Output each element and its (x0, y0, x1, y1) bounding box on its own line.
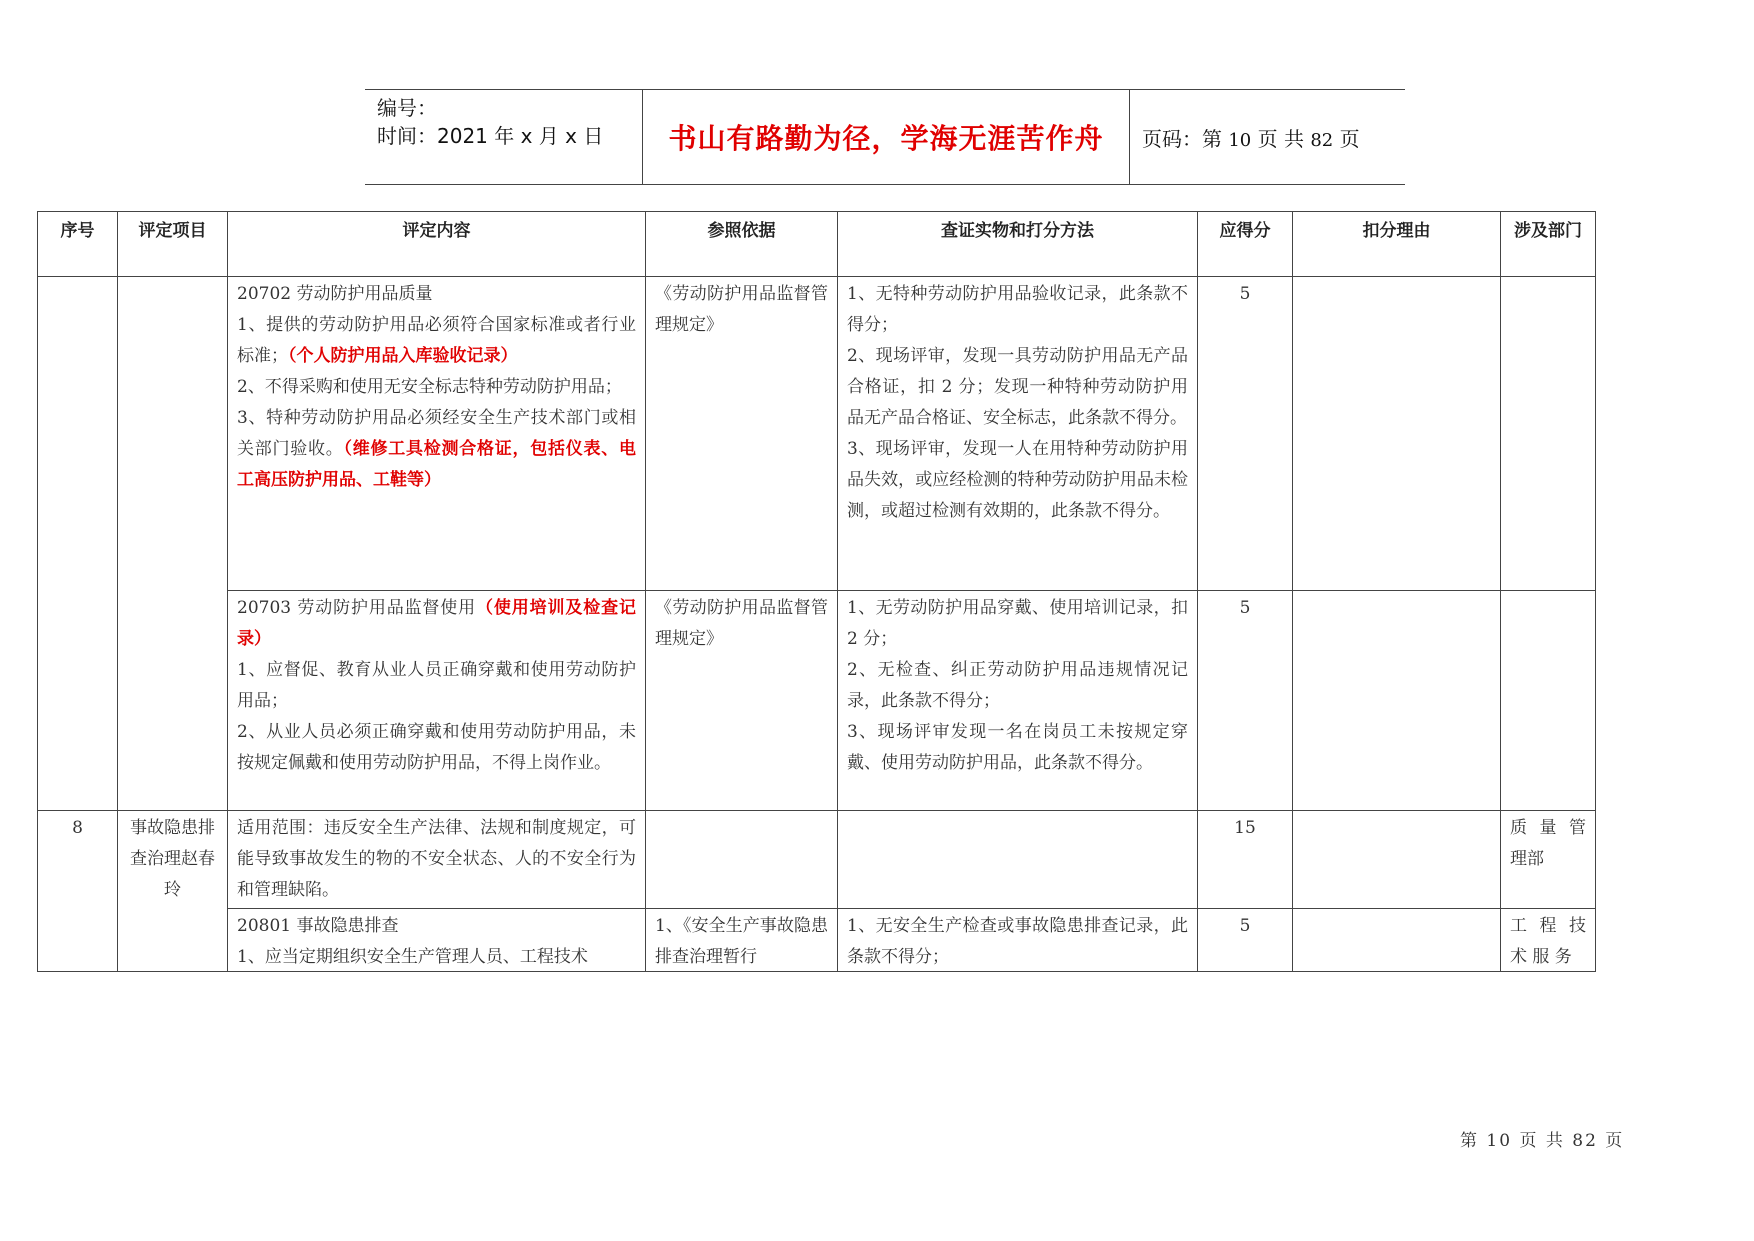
item-cell: 事故隐患排查治理赵春玲 (118, 811, 228, 972)
method-line: 1、无劳动防护用品穿戴、使用培训记录，扣 2 分； (847, 598, 1188, 649)
content-line: 20702 劳动防护用品质量 (237, 284, 433, 304)
score-cell: 5 (1198, 909, 1293, 972)
number-label: 编号： (377, 96, 437, 120)
red-note: （使用培训及检查记录） (237, 598, 637, 649)
table-row (38, 909, 1596, 972)
reason-cell (1293, 909, 1501, 972)
basis-cell: 《劳动防护用品监督管理规定》 (646, 277, 838, 591)
red-note: （维修工具检测合格证，包括仪表、电工高压防护用品、工鞋等） (237, 439, 636, 490)
content-line: 20801 事故隐患排查 (237, 916, 399, 936)
content-line: 1、应督促、教育从业人员正确穿戴和使用劳动防护用品； (237, 660, 636, 711)
reason-cell (1293, 277, 1501, 591)
score-cell: 5 (1198, 591, 1293, 811)
content-line: 20703 劳动防护用品监督使用（使用培训及检查记录） (237, 598, 637, 649)
page-mid: 页 共 (1257, 126, 1304, 151)
content-cell (228, 909, 646, 972)
dept-cell (1501, 591, 1596, 811)
col-header-score: 应得分 (1198, 212, 1293, 277)
col-header-seq: 序号 (38, 212, 118, 277)
content-cell (228, 277, 646, 591)
col-header-method: 查证实物和打分方法 (838, 212, 1198, 277)
method-line: 2、无检查、纠正劳动防护用品违规情况记录，此条款不得分； (847, 660, 1188, 711)
method-line: 3、现场评审，发现一人在用特种劳动防护用品失效，或应经检测的特种劳动防护用品未检测，或超过检测有效期的，此条款不得分。 (847, 439, 1188, 521)
col-header-item: 评定项目 (118, 212, 228, 277)
content-cell (228, 591, 646, 811)
content-line: 适用范围：违反安全生产法律、法规和制度规定，可能导致事故发生的物的不安全状态、人的不安全行为和管理缺陷。 (237, 818, 636, 900)
page-footer: 第 10 页 共 82 页 (1460, 1131, 1625, 1151)
table-row (38, 811, 1596, 909)
header-motto: 书山有路勤为径，学海无涯苦作舟 (643, 90, 1130, 185)
dept-cell (1501, 277, 1596, 591)
method-line: 1、无安全生产检查或事故隐患排查记录，此条款不得分； (847, 916, 1188, 967)
document-header (365, 89, 1405, 185)
header-meta (365, 90, 643, 185)
method-cell (838, 811, 1198, 909)
time-label: 时间：2021 年 x 月 x 日 (377, 124, 604, 148)
header-page-info (1130, 90, 1406, 185)
reason-cell (1293, 591, 1501, 811)
content-cell (228, 811, 646, 909)
col-header-reason: 扣分理由 (1293, 212, 1501, 277)
basis-cell (646, 811, 838, 909)
content-line: 3、特种劳动防护用品必须经安全生产技术部门或相关部门验收。（维修工具检测合格证，包括仪表、电工高压防护用品、工鞋等） (237, 408, 636, 490)
page-suffix: 页 (1339, 126, 1360, 151)
basis-cell: 1、《安全生产事故隐患排查治理暂行 (646, 909, 838, 972)
item-cell (118, 277, 228, 811)
method-cell (838, 277, 1198, 591)
content-line: 2、不得采购和使用无安全标志特种劳动防护用品； (237, 377, 622, 397)
red-note: （个人防护用品入库验收记录） (288, 346, 518, 366)
col-header-dept: 涉及部门 (1501, 212, 1596, 277)
method-cell (838, 591, 1198, 811)
page-total: 82 (1310, 129, 1334, 151)
reason-cell (1293, 811, 1501, 909)
col-header-basis: 参照依据 (646, 212, 838, 277)
table-row (38, 277, 1596, 591)
dept-cell: 质 量 管理部 (1501, 811, 1596, 909)
table-header-row (38, 212, 1596, 277)
score-cell: 5 (1198, 277, 1293, 591)
method-line: 2、现场评审，发现一具劳动防护用品无产品合格证，扣 2 分；发现一种特种劳动防护用品无产品合格证、安全标志，此条款不得分。 (847, 346, 1188, 428)
score-cell: 15 (1198, 811, 1293, 909)
dept-cell: 工 程 技术 服 务 (1501, 909, 1596, 972)
page-num: 10 (1228, 129, 1252, 151)
content-line: 1、提供的劳动防护用品必须符合国家标准或者行业标准；（个人防护用品入库验收记录） (237, 315, 636, 366)
content-line: 2、从业人员必须正确穿戴和使用劳动防护用品，未按规定佩戴和使用劳动防护用品，不得上岗作业。 (237, 722, 636, 773)
method-cell (838, 909, 1198, 972)
basis-cell: 《劳动防护用品监督管理规定》 (646, 591, 838, 811)
table-row (38, 591, 1596, 811)
evaluation-table (37, 211, 1596, 972)
page-prefix: 页码：第 (1142, 126, 1222, 151)
content-line: 1、应当定期组织安全生产管理人员、工程技术 (237, 947, 588, 967)
method-line: 3、现场评审发现一名在岗员工未按规定穿戴、使用劳动防护用品，此条款不得分。 (847, 722, 1188, 773)
seq-cell (38, 277, 118, 811)
col-header-content: 评定内容 (228, 212, 646, 277)
method-line: 1、无特种劳动防护用品验收记录，此条款不得分； (847, 284, 1188, 335)
seq-cell: 8 (38, 811, 118, 972)
